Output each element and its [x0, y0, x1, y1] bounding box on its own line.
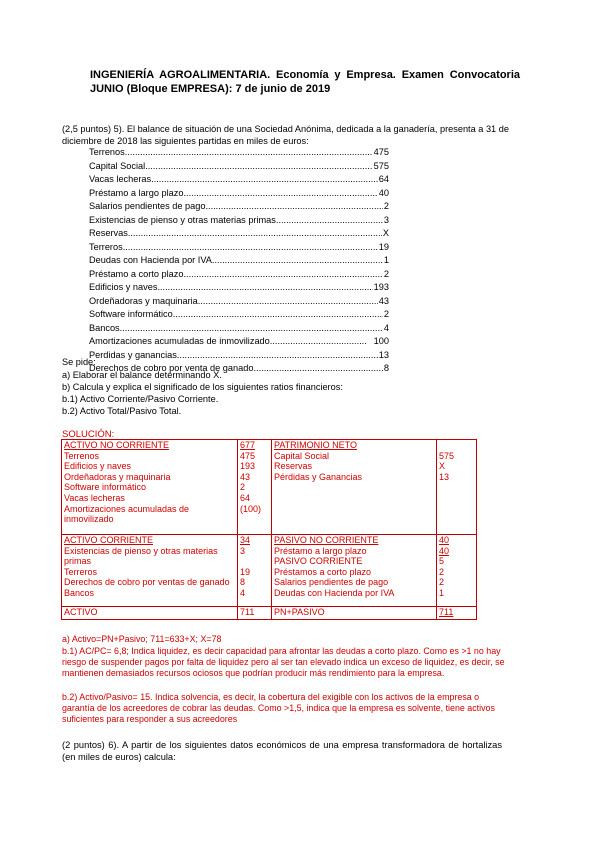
question5-prompt: Se pide: — [62, 357, 96, 367]
balance-item — [89, 146, 389, 160]
pn-item: Capital Social — [274, 450, 330, 461]
dot-leader — [183, 268, 382, 282]
question5-part-b1: b.1) Activo Corriente/Pasivo Corriente. — [62, 394, 219, 404]
balance-item-value: 2 — [383, 309, 389, 319]
pasivo-values-cell — [437, 535, 477, 607]
balance-item — [89, 349, 389, 363]
dot-leader — [128, 227, 382, 241]
anc-total: 677 — [240, 440, 256, 450]
balance-item-label: Deudas con Hacienda por IVA — [89, 255, 212, 265]
balance-item-value: 575 — [373, 160, 389, 171]
exam-title: INGENIERÍA AGROALIMENTARIA. Economía y Empresa. Examen Convocatoria JUNIO (Bloque EMPRESA): 7 de junio de 2019 — [90, 69, 520, 95]
balance-item — [89, 160, 389, 174]
anc-item: Amortizaciones acumuladas de inmovilizado — [64, 503, 190, 525]
balance-item-value: 8 — [383, 363, 389, 373]
pnpasivo-total-cell — [437, 607, 477, 620]
ac-header: ACTIVO CORRIENTE — [64, 535, 154, 545]
balance-item-value: 475 — [373, 147, 389, 157]
question5-part-a: a) Elaborar el balance determinando X. — [62, 370, 222, 380]
question5-part-b2: b.2) Activo Total/Pasivo Total. — [62, 406, 182, 416]
balance-item-label: Software informático — [89, 309, 173, 319]
anc-values-cell — [238, 440, 272, 535]
balance-item-label: Derechos de cobro por venta de ganado — [89, 363, 254, 373]
pn-values-cell — [437, 440, 477, 535]
pc-item: Deudas con Hacienda por IVA — [274, 587, 395, 598]
pn-item: Pérdidas y Ganancias — [274, 471, 363, 482]
anc-value: 2 — [240, 482, 246, 493]
question5-intro: (2,5 puntos) 5). El balance de situación de una Sociedad Anónima, dedicada a la ganadería, presenta a 31 de diciembre de 2018 las siguientes partidas en miles de euros: — [62, 124, 509, 146]
balance-item-value: 3 — [383, 214, 389, 225]
dot-leader — [253, 362, 382, 376]
anc-value: (100) — [240, 503, 262, 514]
balance-item-label: Existencias de pienso y otras materias primas — [89, 214, 276, 225]
anc-item: Software informático — [64, 482, 147, 493]
balance-item-value: 2 — [383, 201, 389, 211]
ac-total: 34 — [240, 535, 251, 545]
balance-item-value: 1 — [383, 255, 389, 265]
pnc-value: 40 — [439, 545, 450, 556]
pc-total: 5 — [439, 556, 445, 567]
question6-intro: (2 puntos) 6). A partir de los siguientes datos económicos de una empresa transformadora de hortalizas (en miles de euros) calcula: — [62, 740, 502, 762]
answer-b2: b.2) Activo/Pasivo= 15. Indica solvencia, es decir, la cobertura del exigible con los activos de la empresa o garantía de los acreedores de cobrar las deudas. Como >1,5, indica que la empresa es solvente, tiene activos suficientes para responder a sus acreedores — [62, 692, 495, 724]
question5-part-b: b) Calcula y explica el significado de los siguientes ratios financieros: — [62, 382, 343, 392]
anc-item: Vacas lecheras — [64, 492, 125, 503]
dot-leader — [270, 335, 366, 349]
dot-leader — [173, 308, 383, 322]
balance-items-list — [89, 146, 389, 376]
dot-leader — [205, 200, 382, 214]
dot-leader — [125, 146, 373, 160]
dot-leader — [198, 295, 378, 309]
balance-item-label: Capital Social — [89, 160, 146, 171]
anc-item: Edificios y naves — [64, 461, 132, 472]
dot-leader — [151, 173, 378, 187]
pnpasivo-total: 711 — [439, 607, 454, 617]
dot-leader — [157, 281, 372, 295]
balance-sheet-table — [61, 439, 477, 620]
balance-item-value: X — [382, 228, 389, 238]
balance-item — [89, 241, 389, 255]
ac-values-cell — [238, 535, 272, 607]
balance-item-value: 13 — [378, 349, 389, 360]
ac-item: Bancos — [64, 587, 95, 598]
balance-item — [89, 308, 389, 322]
anc-item: Ordeñadoras y maquinaria — [64, 471, 171, 482]
ac-value: 3 — [240, 545, 246, 556]
dot-leader — [120, 322, 383, 336]
balance-item — [89, 173, 389, 187]
balance-item — [89, 322, 389, 336]
pc-value: 2 — [439, 566, 445, 577]
balance-item-label: Ordeñadoras y maquinaria — [89, 295, 198, 306]
activo-total-cell — [238, 607, 272, 620]
balance-item-label: Edificios y naves — [89, 282, 158, 292]
balance-item — [89, 281, 389, 295]
balance-item-value: 40 — [378, 187, 389, 198]
anc-value: 475 — [240, 450, 256, 461]
pn-value: X — [439, 461, 446, 472]
ac-cell — [62, 535, 238, 607]
balance-item — [89, 200, 389, 214]
anc-header: ACTIVO NO CORRIENTE — [64, 440, 170, 450]
balance-item-value: 2 — [383, 268, 389, 279]
pnc-total: 40 — [439, 535, 450, 545]
pc-header: PASIVO CORRIENTE — [274, 556, 363, 567]
pc-value: 2 — [439, 577, 445, 588]
anc-item: Terrenos — [64, 450, 100, 461]
solution-title: SOLUCIÓN: — [62, 429, 115, 440]
pasivo-cell — [272, 535, 437, 607]
dot-leader — [123, 241, 378, 255]
anc-value: 43 — [240, 471, 251, 482]
ac-item: Derechos de cobro por ventas de ganado — [64, 577, 230, 588]
pc-item: Préstamos a corto plazo — [274, 566, 372, 577]
balance-item-value: 4 — [383, 322, 389, 333]
anc-cell — [62, 440, 238, 535]
ac-value: 8 — [240, 577, 246, 588]
balance-item-label: Terrenos — [89, 147, 125, 157]
ac-value: 19 — [240, 566, 251, 577]
dot-leader — [145, 160, 372, 174]
balance-item-value: 64 — [378, 174, 389, 184]
balance-item-label: Vacas lecheras — [89, 174, 152, 184]
balance-item — [89, 254, 389, 268]
pn-item: Reservas — [274, 461, 313, 472]
balance-item — [89, 295, 389, 309]
ac-item: Terreros — [64, 566, 98, 577]
balance-item-label: Préstamo a corto plazo — [89, 268, 184, 279]
balance-item-label: Amortizaciones acumuladas de inmovilizado — [89, 336, 270, 346]
pc-value: 1 — [439, 587, 445, 598]
pnpasivo-label-cell — [272, 607, 437, 620]
activo-total: 711 — [240, 607, 255, 617]
pc-item: Salarios pendientes de pago — [274, 577, 389, 588]
balance-item — [89, 214, 389, 228]
balance-item-value: 100 — [373, 336, 389, 346]
pn-header: PATRIMONIO NETO — [274, 440, 358, 450]
balance-item — [89, 187, 389, 201]
balance-item-label: Bancos — [89, 322, 120, 333]
balance-item-label: Reservas — [89, 228, 128, 238]
anc-value: 64 — [240, 492, 251, 503]
ac-item: Existencias de pienso y otras materias primas — [64, 545, 218, 567]
pn-value: 575 — [439, 450, 455, 461]
answer-b1: b.1) AC/PC= 6,8; Indica liquidez, es decir capacidad para afrontar las deudas a corto plazo. Como es >1 no hay riesgo de suspender pagos por falta de liquidez pero al ser tan elevado indica un exceso de liquidez, es decir, se mantienen demasiados recursos ociosos que podrían producir más rendimiento para la empresa. — [62, 646, 505, 678]
balance-item-label: Perdidas y ganancias — [89, 349, 177, 360]
balance-item-label: Salarios pendientes de pago — [89, 201, 206, 211]
balance-item-value: 193 — [373, 282, 389, 292]
activo-label-cell — [62, 607, 238, 620]
dot-leader — [183, 187, 377, 201]
anc-value: 193 — [240, 461, 256, 472]
balance-item — [89, 335, 389, 349]
pn-cell — [272, 440, 437, 535]
pn-value: 13 — [439, 471, 450, 482]
balance-item-label: Préstamo a largo plazo — [89, 187, 184, 198]
ac-value: 4 — [240, 587, 246, 598]
balance-item — [89, 227, 389, 241]
activo-label: ACTIVO — [64, 607, 98, 617]
pnc-item: Préstamo a largo plazo — [274, 545, 367, 556]
answer-a: a) Activo=PN+Pasivo; 711=633+X; X=78 — [62, 634, 222, 644]
balance-item-value: 19 — [378, 241, 389, 252]
pnpasivo-label: PN+PASIVO — [274, 607, 325, 617]
dot-leader — [212, 254, 383, 268]
pnc-header: PASIVO NO CORRIENTE — [274, 535, 379, 545]
balance-item-value: 43 — [378, 295, 389, 306]
dot-leader — [177, 349, 378, 363]
balance-item-label: Terreros — [89, 241, 123, 252]
dot-leader — [276, 214, 383, 228]
balance-item — [89, 268, 389, 282]
